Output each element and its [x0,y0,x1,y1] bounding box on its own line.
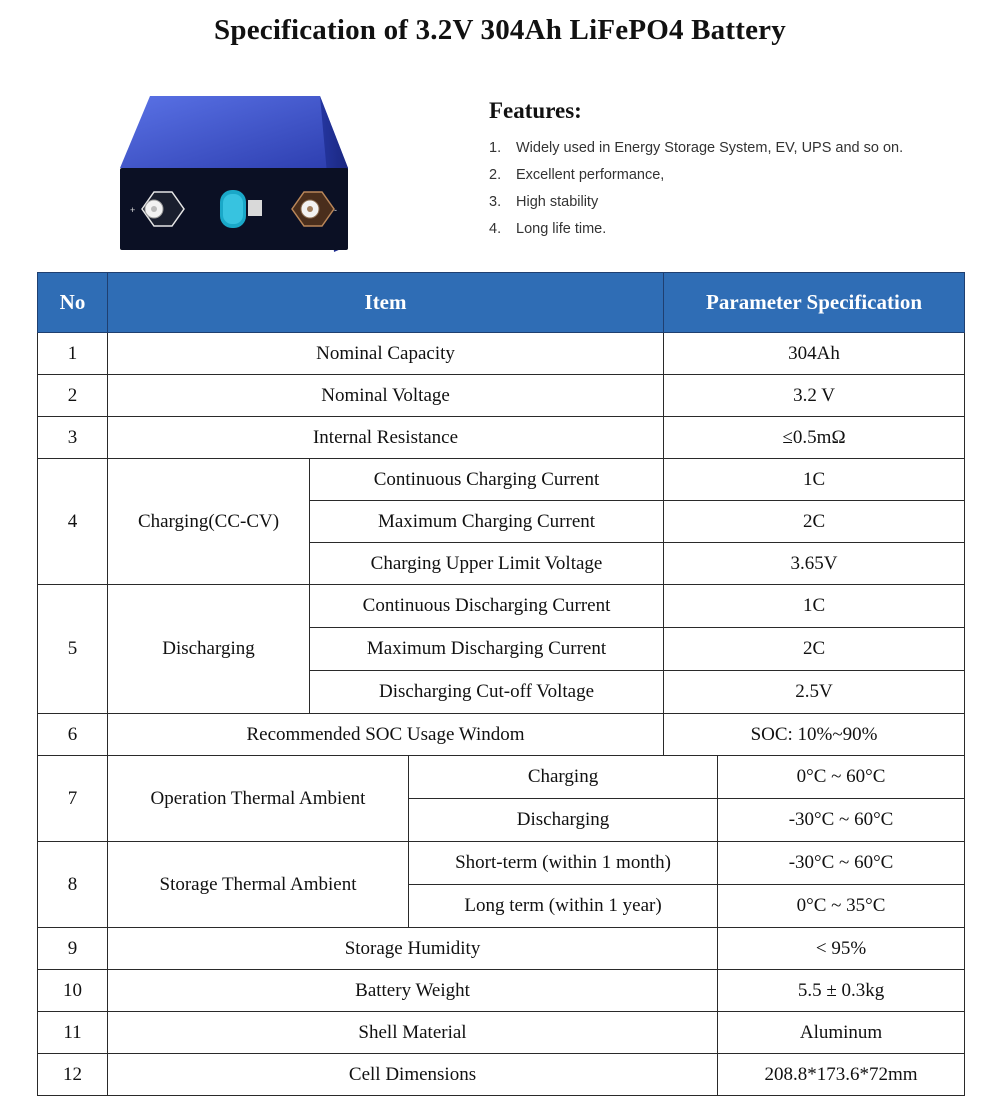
row-number: 4 [38,459,108,585]
item-cell: Nominal Capacity [108,333,664,375]
item-cell: Nominal Voltage [108,375,664,417]
features-section [489,98,979,242]
table-row [38,417,965,459]
table-row [38,585,965,628]
value-cell: 0°C ~ 60°C [718,756,965,799]
feature-text: Long life time. [516,220,607,237]
sub-item-cell: Maximum Charging Current [310,501,664,543]
sub-item-cell: Short-term (within 1 month) [409,842,718,885]
value-cell: 3.65V [664,543,965,585]
row-number: 7 [38,756,108,842]
battery-image [112,92,352,257]
negative-sign: - [334,205,337,215]
features-list [489,134,979,242]
value-cell: 5.5 ± 0.3kg [718,970,965,1012]
feature-item [489,161,979,188]
specification-table [37,272,965,1096]
feature-number: 3. [489,193,502,210]
feature-text: High stability [516,193,599,210]
value-cell: 1C [664,585,965,628]
item-cell: Storage Humidity [108,928,718,970]
item-cell: Internal Resistance [108,417,664,459]
table-row [38,714,965,756]
value-cell: 2C [664,628,965,671]
item-cell: Shell Material [108,1012,718,1054]
group-cell: Charging(CC-CV) [108,459,310,585]
value-cell: 2.5V [664,671,965,714]
table-row [38,1054,965,1096]
item-cell: Recommended SOC Usage Windom [108,714,664,756]
table-row [38,333,965,375]
row-number: 1 [38,333,108,375]
item-cell: Cell Dimensions [108,1054,718,1096]
sub-item-cell: Discharging Cut-off Voltage [310,671,664,714]
sub-item-cell: Continuous Charging Current [310,459,664,501]
table-row [38,375,965,417]
value-cell: 1C [664,459,965,501]
item-cell: Battery Weight [108,970,718,1012]
value-cell: Aluminum [718,1012,965,1054]
value-cell: 208.8*173.6*72mm [718,1054,965,1096]
value-cell: < 95% [718,928,965,970]
header-item: Item [108,273,664,333]
value-cell: 0°C ~ 35°C [718,885,965,928]
sub-item-cell: Maximum Discharging Current [310,628,664,671]
row-number: 2 [38,375,108,417]
header-parameter: Parameter Specification [664,273,965,333]
table-row [38,928,965,970]
feature-number: 4. [489,220,502,237]
table-row [38,1012,965,1054]
feature-text: Excellent performance, [516,166,665,183]
table-header-row [38,273,965,333]
table-row [38,842,965,885]
group-cell: Storage Thermal Ambient [108,842,409,928]
positive-sign: + [130,205,136,215]
feature-item [489,188,979,215]
value-cell: 2C [664,501,965,543]
features-heading: Features: [489,98,582,123]
row-number: 5 [38,585,108,714]
feature-item [489,215,979,242]
value-cell: 3.2 V [664,375,965,417]
sub-item-cell: Long term (within 1 year) [409,885,718,928]
table-row [38,459,965,501]
table-row [38,756,965,799]
group-cell: Operation Thermal Ambient [108,756,409,842]
sub-item-cell: Continuous Discharging Current [310,585,664,628]
row-number: 3 [38,417,108,459]
page-title: Specification of 3.2V 304Ah LiFePO4 Battery [214,14,786,46]
row-number: 8 [38,842,108,928]
header-no: No [38,273,108,333]
row-number: 11 [38,1012,108,1054]
group-cell: Discharging [108,585,310,714]
sub-item-cell: Charging [409,756,718,799]
sub-item-cell: Discharging [409,799,718,842]
sub-item-cell: Charging Upper Limit Voltage [310,543,664,585]
feature-text: Widely used in Energy Storage System, EV, UPS and so on. [516,139,904,156]
row-number: 9 [38,928,108,970]
feature-item [489,134,979,161]
table-row [38,970,965,1012]
value-cell: -30°C ~ 60°C [718,842,965,885]
row-number: 10 [38,970,108,1012]
feature-number: 2. [489,166,502,183]
value-cell: SOC: 10%~90% [664,714,965,756]
value-cell: ≤0.5mΩ [664,417,965,459]
row-number: 6 [38,714,108,756]
value-cell: -30°C ~ 60°C [718,799,965,842]
feature-number: 1. [489,139,502,156]
row-number: 12 [38,1054,108,1096]
value-cell: 304Ah [664,333,965,375]
